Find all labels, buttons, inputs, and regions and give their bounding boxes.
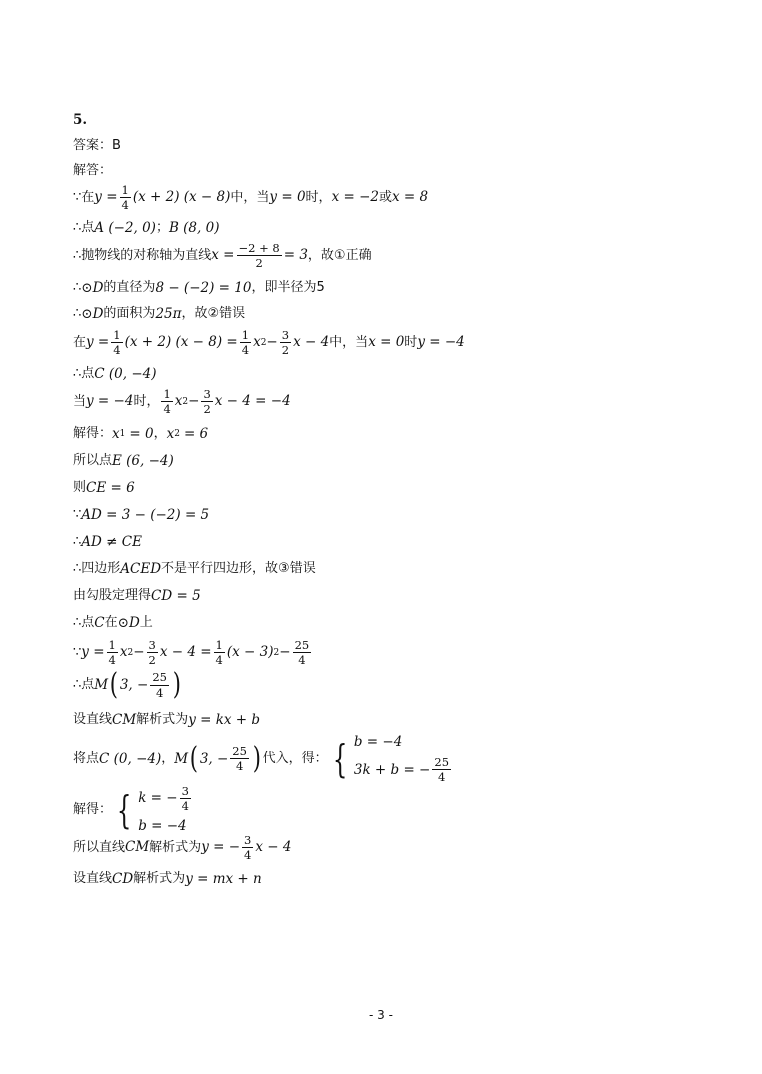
brace: { — [116, 787, 132, 832]
math: b = −4 — [138, 818, 187, 835]
math: C (0, −4) — [94, 366, 157, 382]
math: b = −4 — [353, 734, 403, 750]
math: y = — [86, 334, 110, 351]
numerator: 25 — [152, 670, 167, 685]
math: C — [94, 615, 105, 631]
math: x − 4 — [255, 839, 292, 856]
system-rows — [138, 785, 193, 834]
text: ∴ — [73, 306, 82, 322]
math: y = — [94, 189, 118, 206]
denominator: 4 — [438, 770, 446, 785]
math: CE = 6 — [86, 480, 135, 496]
math: x — [174, 393, 183, 410]
text: ∵在 — [73, 189, 95, 205]
denominator: 2 — [281, 343, 290, 358]
math: 3, − — [199, 750, 229, 767]
numerator: 3 — [244, 833, 252, 847]
math: (x − 3) — [226, 644, 274, 661]
fraction — [120, 184, 131, 211]
solution-line-18 — [73, 667, 183, 702]
numerator: 1 — [215, 638, 223, 652]
numerator: 3 — [181, 784, 189, 798]
fraction — [147, 639, 158, 666]
denominator: 2 — [203, 402, 211, 417]
text: 在 — [104, 615, 118, 631]
solution-line-21 — [73, 785, 193, 834]
math: = 0 — [129, 426, 154, 442]
solution-line-5 — [73, 306, 245, 322]
numerator: −2 + 8 — [238, 241, 280, 255]
math: E (6, −4) — [112, 453, 174, 469]
math: x = 8 — [392, 189, 429, 206]
text: ∴四边形 — [73, 561, 121, 577]
text: 或 — [378, 189, 392, 205]
text: 所以点 — [73, 453, 113, 469]
solution-line-7 — [73, 366, 157, 382]
math: y = 0 — [269, 189, 306, 206]
math: − — [188, 393, 200, 410]
math: (x + 2) (x − 8) = — [124, 334, 238, 351]
solution-heading-text: 解答： — [73, 163, 113, 178]
math: CD — [112, 871, 134, 887]
math: M — [174, 750, 189, 767]
math: B (8, 0) — [168, 220, 220, 236]
math: x − 4 = −4 — [214, 393, 291, 410]
text: 将点 — [73, 750, 100, 766]
fraction — [432, 756, 451, 783]
math: x — [119, 644, 128, 661]
solution-line-14 — [73, 561, 316, 577]
math: ⊙D — [117, 615, 140, 631]
text: 解得： — [73, 426, 113, 442]
fraction — [280, 329, 291, 356]
text: ，故②错误 — [181, 306, 246, 322]
text: ； — [155, 220, 169, 236]
left-paren: ( — [189, 740, 199, 776]
page-number: - 3 - — [369, 1008, 393, 1022]
math: CM — [125, 839, 150, 856]
text: 不是平行四边形，故③错误 — [161, 561, 316, 577]
fraction — [230, 745, 249, 772]
math: ⊙D — [81, 306, 104, 322]
right-paren: ) — [252, 740, 261, 776]
math: x − 4 = — [159, 644, 212, 661]
fraction — [107, 639, 118, 666]
text: 解得： — [73, 801, 113, 817]
math: 25π — [155, 306, 182, 322]
solution-line-10 — [73, 453, 174, 469]
text: ，即半径为5 — [251, 280, 325, 296]
denominator: 4 — [241, 343, 250, 358]
math: y = −4 — [417, 334, 465, 351]
text: 当 — [73, 393, 87, 409]
fraction — [293, 639, 312, 666]
system-rows — [354, 734, 453, 783]
text: ∵ — [73, 507, 82, 523]
problem-number — [73, 112, 87, 128]
numerator: 3 — [203, 387, 211, 401]
text: 时， — [305, 189, 332, 205]
math: CD = 5 — [151, 588, 201, 604]
system-row — [354, 734, 453, 750]
numerator: 25 — [434, 755, 450, 770]
solution-line-6: 在 y = $\frac{1}{4}$ (x + 2) (x − 8) = $\frac{1}{4}$ x 2 − $\frac{3}{2}$ x − 4 中，当 x = 0 时 y = −4 — [73, 328, 465, 358]
numerator: 3 — [281, 328, 290, 342]
denominator: 4 — [181, 799, 189, 814]
denominator: 4 — [121, 198, 129, 213]
fraction — [180, 785, 191, 812]
solution-line-22 — [73, 834, 291, 861]
text: 时 — [404, 334, 418, 350]
math: x = 0 — [368, 334, 405, 351]
fraction — [214, 639, 225, 666]
text: ∴点 — [73, 366, 95, 382]
solution-line-2 — [73, 220, 219, 236]
math: − — [279, 644, 291, 661]
solution-line-1 — [73, 184, 428, 211]
system-row — [138, 818, 193, 834]
text: ∴ — [73, 534, 82, 550]
numerator: 1 — [108, 638, 116, 652]
text: 的面积为 — [103, 306, 156, 322]
text: ， — [161, 750, 175, 766]
math: M — [94, 676, 109, 693]
math: CM — [112, 712, 137, 728]
denominator: 4 — [235, 759, 244, 774]
solution-line-16 — [73, 615, 153, 631]
text: 解析式为 — [133, 871, 186, 887]
solution-line-13 — [73, 534, 142, 550]
denominator: 4 — [155, 685, 164, 700]
denominator: 4 — [215, 653, 223, 668]
text: ， — [153, 426, 167, 442]
solution-line-19 — [73, 712, 260, 728]
fraction — [161, 388, 172, 415]
math: = 6 — [183, 426, 209, 442]
text: 中，当 — [230, 189, 270, 205]
numerator: 25 — [232, 744, 247, 759]
math: y = — [81, 644, 105, 661]
fraction — [237, 242, 282, 269]
solution-line-17: ∵ y = $\frac{1}{4}$ x 2 − $\frac{3}{2}$ x − 4 = $\frac{1}{4}$ (x − 3) 2 − $\frac{25}{4}$ — [73, 638, 310, 668]
solution-line-4 — [73, 280, 325, 296]
math: ⊙D — [81, 280, 104, 296]
text: 时， — [133, 393, 160, 409]
equation-system — [112, 785, 193, 834]
fraction — [150, 671, 169, 698]
left-paren: ( — [109, 667, 119, 702]
solution-line-8: 当 y = −4 时， $\frac{1}{4}$ x 2 − $\frac{3}{2}$ x − 4 = −4 — [73, 387, 291, 417]
denominator: 4 — [163, 402, 171, 417]
math: x — [253, 334, 261, 351]
numerator: 25 — [294, 638, 310, 652]
text: 代入，得： — [262, 750, 328, 766]
denominator: 4 — [113, 343, 121, 358]
math: C (0, −4) — [99, 750, 162, 767]
right-paren: ) — [172, 667, 181, 702]
system-row — [138, 785, 193, 812]
math: x = −2 — [331, 189, 379, 206]
math: ACED — [120, 561, 162, 577]
denominator: 4 — [244, 848, 252, 863]
text: ∵ — [73, 644, 82, 660]
text: 中，当 — [329, 334, 369, 350]
math: y = − — [201, 839, 241, 856]
text: ∴点 — [73, 615, 95, 631]
text: 则 — [73, 480, 87, 496]
math: AD = 3 − (−2) = 5 — [81, 507, 210, 523]
text: ∴点 — [73, 677, 95, 693]
math: x — [166, 426, 175, 442]
math: 8 − (−2) = 10 — [155, 280, 252, 296]
denominator: 4 — [298, 653, 306, 668]
math: x − 4 — [293, 334, 330, 351]
math: AD ≠ CE — [81, 534, 142, 550]
numerator: 1 — [113, 328, 121, 342]
solution-line-23 — [73, 871, 262, 887]
solution-line-3 — [73, 242, 372, 269]
solution-line-20 — [73, 734, 453, 783]
math: − — [266, 334, 278, 351]
text: 上 — [139, 615, 153, 631]
answer-line — [73, 138, 121, 154]
numerator: 1 — [163, 387, 171, 401]
text: 的直径为 — [103, 280, 156, 296]
math: x = — [211, 247, 235, 264]
solution-line-9: 解得： x 1 = 0 ， x 2 = 6 — [73, 426, 209, 442]
numerator: 1 — [121, 183, 129, 197]
text: 解析式为 — [136, 712, 189, 728]
system-row — [354, 756, 453, 783]
answer-text: 答案：B — [73, 138, 121, 153]
fraction — [242, 834, 253, 861]
solution-line-15 — [73, 588, 201, 604]
numerator: 3 — [148, 638, 156, 652]
math: x — [112, 426, 120, 442]
problem-number-text: 5. — [73, 112, 88, 128]
text: ∴点 — [73, 220, 95, 236]
text: ∴ — [73, 280, 82, 296]
denominator: 2 — [148, 653, 156, 668]
fraction — [111, 329, 122, 356]
text: 所以直线 — [73, 839, 126, 855]
math: A (−2, 0) — [94, 220, 156, 236]
fraction — [201, 388, 212, 415]
equation-system — [328, 734, 453, 783]
math: (x + 2) (x − 8) — [132, 189, 231, 206]
math: 3, − — [119, 676, 149, 693]
math: − — [133, 644, 145, 661]
numerator: 1 — [241, 328, 250, 342]
brace: { — [332, 736, 348, 781]
fraction — [240, 329, 251, 356]
math: y = −4 — [86, 393, 134, 410]
text: 在 — [73, 334, 87, 350]
math: = 3 — [283, 247, 308, 264]
math: y = mx + n — [185, 871, 262, 887]
denominator: 4 — [108, 653, 116, 668]
math: k = − — [138, 790, 178, 807]
solution-line-12 — [73, 507, 209, 523]
text: ，故①正确 — [307, 247, 372, 263]
solution-line-11 — [73, 480, 135, 496]
solution-heading — [73, 163, 112, 179]
denominator: 2 — [255, 256, 263, 271]
text: 设直线 — [73, 712, 113, 728]
text: 解析式为 — [149, 839, 202, 855]
text: 设直线 — [73, 871, 113, 887]
math: y = kx + b — [188, 712, 261, 728]
math: 3k + b = − — [353, 761, 431, 778]
text: 由勾股定理得 — [73, 588, 152, 604]
text: ∴抛物线的对称轴为直线 — [73, 247, 212, 263]
